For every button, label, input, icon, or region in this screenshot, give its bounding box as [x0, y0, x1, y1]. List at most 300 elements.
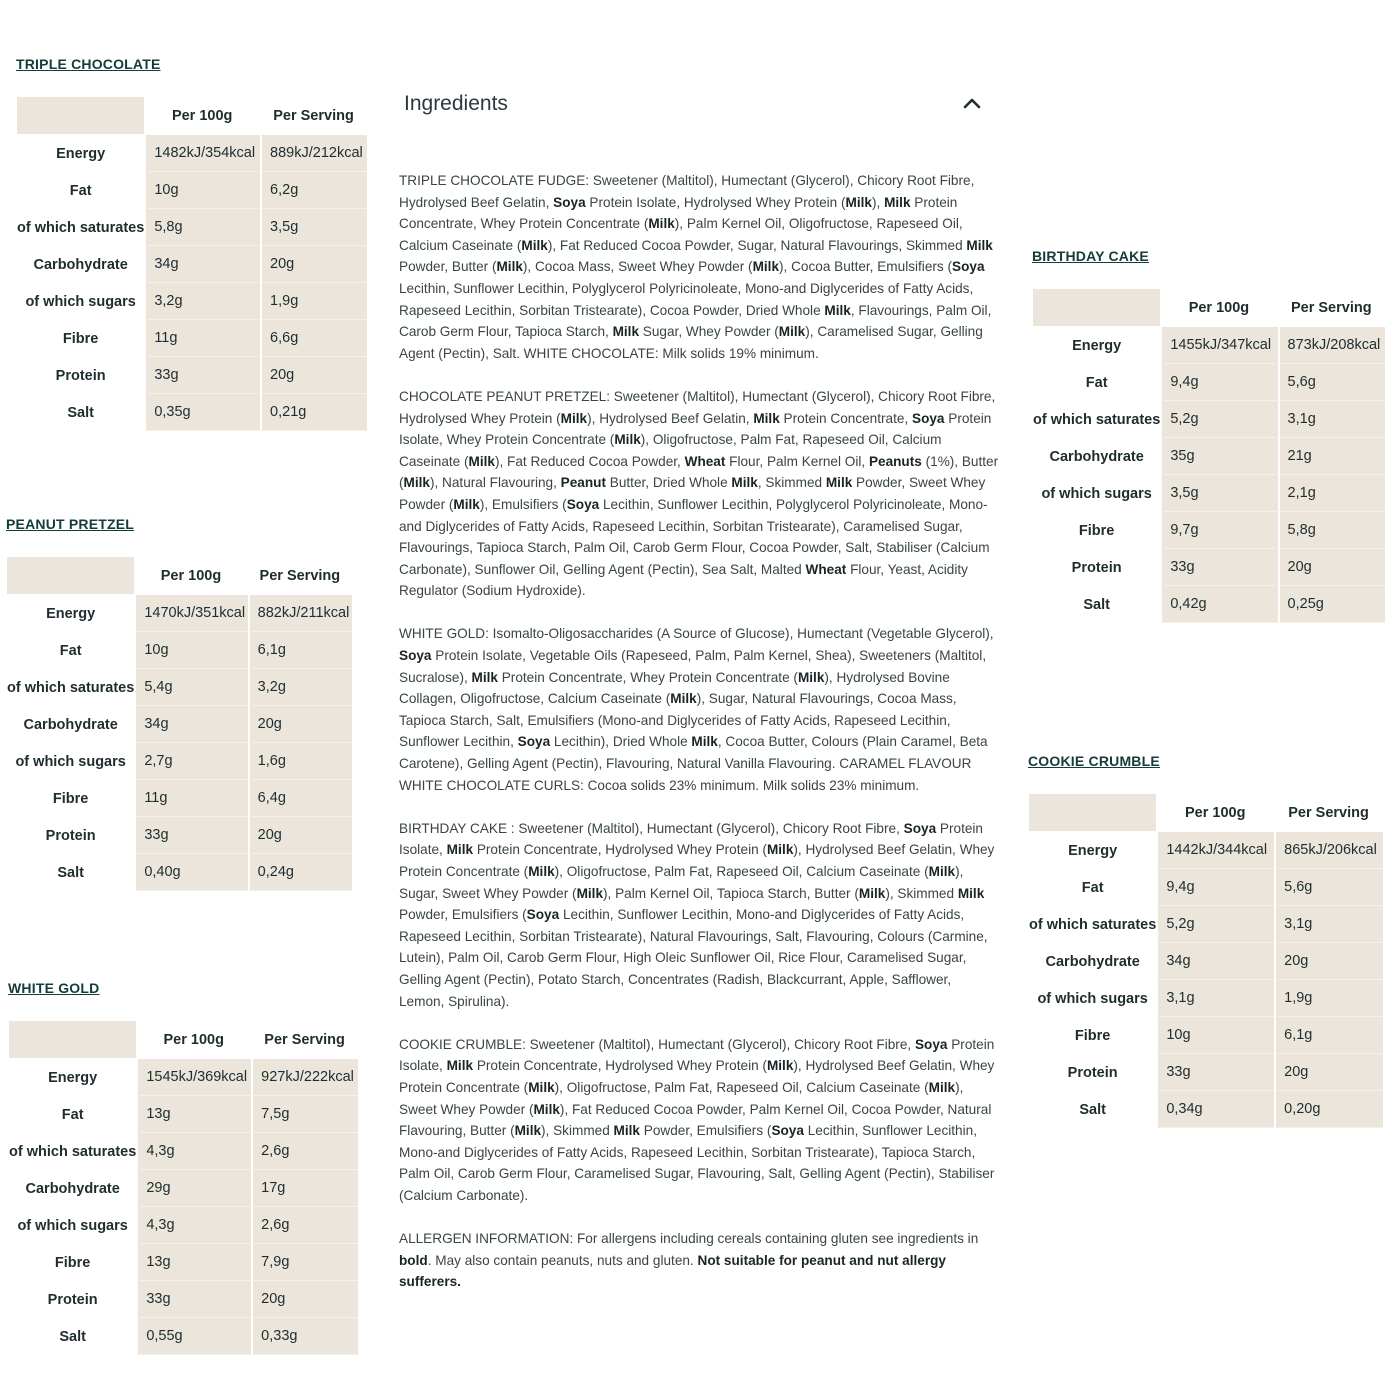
row-label: Protein	[9, 1281, 136, 1318]
ingredient-text: ), Sugar, Natural Flavourings, Cocoa Mass, Tapioca Starch, Salt, Emulsifiers (Mono-and Diglycerides of Fatty Acids, Rapeseed Lecithin, Sunflower Lecithin,	[399, 691, 957, 750]
nutrition-table-white-gold	[9, 1021, 358, 1355]
value-per-serving: 2,6g	[251, 1207, 358, 1244]
ingredient-text: ), Natural Flavouring,	[429, 475, 561, 491]
table-row	[1033, 401, 1385, 438]
col-header-per-100g: Per 100g	[1160, 289, 1277, 327]
ingredient-text: . May also contain peanuts, nuts and gluten.	[427, 1252, 698, 1268]
row-label: Protein	[1029, 1054, 1156, 1091]
bold-allergen-text: Milk	[403, 475, 430, 491]
row-label: of which sugars	[1033, 475, 1160, 512]
col-header-per-serving: Per Serving	[260, 97, 367, 135]
row-label: of which sugars	[9, 1207, 136, 1244]
ingredients-accordion-header[interactable]	[404, 92, 984, 122]
ingredient-text: Lecithin), Dried Whole	[550, 734, 692, 750]
value-per-100g: 10g	[134, 632, 247, 669]
value-per-100g: 0,40g	[134, 854, 247, 891]
value-per-serving: 0,21g	[260, 394, 367, 431]
ingredient-text: , Cocoa Butter, Colours (Plain Caramel, Beta Carotene), Gelling Agent (Pectin), Flavouring, Natural Vanilla Flavouring. CARAMEL FLAVOUR WHITE CHOCOLATE CURLS: Cocoa solids 23% minimum. Milk solids 23% minimum.	[399, 734, 988, 793]
nutrition-table-triple-chocolate	[17, 97, 367, 431]
ingredient-text: Lecithin, Sunflower Lecithin, Mono-and Diglycerides of Fatty Acids, Rapeseed Lecithin, Sorbitan Tristearate), Tapioca Starch, Palm Oil, Carob Germ Flour, Caramelised Sugar, Flavouring, Salt, Gelling Agent (Pectin), Stabiliser (Calcium Carbonate).	[399, 1123, 995, 1203]
ingredients-paragraph	[399, 623, 999, 796]
bold-allergen-text: Soya	[399, 648, 432, 664]
ingredient-text: , Skimmed	[757, 475, 826, 491]
bold-allergen-text: Milk	[858, 885, 886, 901]
value-per-100g: 3,2g	[144, 283, 260, 320]
value-per-100g: 1482kJ/354kcal	[144, 135, 260, 172]
row-label: of which saturates	[7, 669, 134, 706]
row-label: Salt	[9, 1318, 136, 1355]
ingredient-text: Protein Isolate,	[399, 820, 983, 858]
value-per-serving: 20g	[1274, 943, 1383, 980]
value-per-100g: 0,55g	[136, 1318, 251, 1355]
ingredient-text: Protein Isolate, Hydrolysed Whey Protein (	[585, 194, 846, 210]
value-per-100g: 33g	[144, 357, 260, 394]
value-per-serving: 21g	[1278, 438, 1385, 475]
table-row	[9, 1170, 358, 1207]
bold-allergen-text: Milk	[576, 885, 603, 901]
value-per-100g: 1455kJ/347kcal	[1160, 327, 1277, 364]
bold-allergen-text: Milk	[753, 410, 780, 426]
ingredient-text: ), Oligofructose, Palm Fat, Rapeseed Oil, Calcium Caseinate (	[554, 864, 929, 879]
nutrition-table-cookie-crumble	[1029, 794, 1383, 1128]
value-per-100g: 34g	[134, 706, 247, 743]
value-per-serving: 2,1g	[1278, 475, 1385, 512]
table-row	[7, 817, 352, 854]
value-per-serving: 6,4g	[248, 780, 352, 817]
value-per-serving: 3,1g	[1278, 401, 1385, 438]
table-row	[7, 595, 352, 632]
value-per-100g: 5,2g	[1160, 401, 1277, 438]
ingredient-text: Lecithin, Sunflower Lecithin, Polyglycerol Polyricinoleate, Mono-and Diglycerides of Fatty Acids, Rapeseed Lecithin, Sorbitan Tristearate), Cocoa Powder, Dried Whole	[399, 280, 974, 318]
bold-allergen-text: Milk	[797, 669, 825, 685]
row-label: Energy	[9, 1059, 136, 1096]
value-per-serving: 5,6g	[1278, 364, 1385, 401]
bold-allergen-text: Soya	[952, 259, 985, 275]
ingredients-paragraph	[399, 170, 999, 364]
table-row	[9, 1133, 358, 1170]
bold-allergen-text: Milk	[845, 194, 872, 210]
table-title-peanut-pretzel: PEANUT PRETZEL	[6, 516, 135, 532]
table-title-white-gold: WHITE GOLD	[8, 980, 100, 996]
ingredient-text: ), Palm Kernel Oil, Oligofructose, Rapeseed Oil, Calcium Caseinate (	[399, 216, 963, 253]
value-per-serving: 882kJ/211kcal	[248, 595, 352, 632]
ingredient-text: (1%), Butter (	[399, 453, 999, 491]
ingredient-text: Protein Concentrate,	[779, 410, 912, 426]
table-row	[1033, 438, 1385, 475]
bold-allergen-text: Milk	[533, 1101, 560, 1117]
ingredient-text: Powder, Emulsifiers (	[639, 1123, 772, 1139]
row-label: Carbohydrate	[17, 246, 144, 283]
value-per-serving: 3,5g	[260, 209, 367, 246]
ingredient-text: WHITE GOLD: Isomalto-Oligosaccharides (A Source of Glucose), Humectant (Vegetable Glycerol),	[399, 626, 994, 642]
row-label: Salt	[1033, 586, 1160, 623]
value-per-serving: 6,2g	[260, 172, 367, 209]
table-row	[7, 780, 352, 817]
value-per-serving: 0,25g	[1278, 586, 1385, 623]
row-label: Fat	[9, 1096, 136, 1133]
row-label: of which saturates	[1033, 401, 1160, 438]
value-per-serving: 7,9g	[251, 1244, 358, 1281]
value-per-serving: 5,8g	[1278, 512, 1385, 549]
value-per-100g: 1442kJ/344kcal	[1156, 832, 1274, 869]
value-per-100g: 1545kJ/369kcal	[136, 1059, 251, 1096]
bold-allergen-text: Milk	[468, 453, 495, 469]
bold-allergen-text: Soya	[526, 907, 560, 923]
ingredient-text: ), Skimmed	[885, 885, 958, 901]
bold-allergen-text: Milk	[614, 432, 641, 448]
value-per-100g: 10g	[144, 172, 260, 209]
table-row	[9, 1244, 358, 1281]
header-corner-cell	[7, 557, 134, 595]
bold-allergen-text: Milk	[521, 237, 548, 253]
ingredient-text: ), Sugar, Sweet Whey Powder (	[399, 864, 964, 901]
bold-allergen-text: Milk	[471, 669, 498, 685]
col-header-per-serving: Per Serving	[1274, 794, 1383, 832]
value-per-100g: 13g	[136, 1244, 251, 1281]
row-label: of which sugars	[17, 283, 144, 320]
bold-allergen-text: Soya	[771, 1123, 804, 1139]
bold-allergen-text: Milk	[446, 1058, 474, 1074]
table-row	[7, 706, 352, 743]
bold-allergen-text: Soya	[566, 496, 600, 512]
col-header-per-serving: Per Serving	[251, 1021, 358, 1059]
ingredients-paragraph	[399, 1034, 999, 1207]
bold-allergen-text: Wheat	[684, 453, 726, 469]
value-per-100g: 9,4g	[1160, 364, 1277, 401]
value-per-100g: 33g	[136, 1281, 251, 1318]
table-row	[7, 854, 352, 891]
table-row	[1029, 1091, 1383, 1128]
bold-allergen-text: Soya	[912, 410, 945, 426]
row-label: Fat	[1029, 869, 1156, 906]
row-label: Carbohydrate	[7, 706, 134, 743]
table-title-cookie-crumble: COOKIE CRUMBLE	[1028, 753, 1160, 769]
ingredients-title: Ingredients	[404, 92, 508, 115]
value-per-100g: 3,5g	[1160, 475, 1277, 512]
value-per-100g: 35g	[1160, 438, 1277, 475]
ingredient-text: ), Fat Reduced Cocoa Powder,	[494, 453, 685, 469]
col-header-per-100g: Per 100g	[136, 1021, 251, 1059]
bold-allergen-text: Milk	[825, 475, 853, 491]
table-row	[1029, 832, 1383, 869]
bold-allergen-text: Milk	[957, 885, 985, 901]
value-per-serving: 889kJ/212kcal	[260, 135, 367, 172]
row-label: Fat	[7, 632, 134, 669]
table-row	[1029, 1054, 1383, 1091]
table-row	[17, 357, 367, 394]
row-label: of which saturates	[1029, 906, 1156, 943]
bold-allergen-text: Milk	[966, 237, 993, 253]
bold-allergen-text: Milk	[766, 1058, 794, 1074]
table-row	[17, 320, 367, 357]
row-label: Protein	[7, 817, 134, 854]
bold-allergen-text: Milk	[824, 302, 851, 318]
ingredient-text: Powder, Butter (	[399, 259, 497, 275]
table-row	[1033, 549, 1385, 586]
value-per-serving: 927kJ/222kcal	[251, 1059, 358, 1096]
ingredient-text: Flour, Palm Kernel Oil,	[725, 453, 869, 469]
bold-allergen-text: Milk	[928, 864, 956, 879]
table-row	[7, 632, 352, 669]
value-per-100g: 34g	[1156, 943, 1274, 980]
value-per-100g: 5,8g	[144, 209, 260, 246]
col-header-per-100g: Per 100g	[1156, 794, 1274, 832]
row-label: Fibre	[1033, 512, 1160, 549]
row-label: Protein	[1033, 549, 1160, 586]
header-corner-cell	[17, 97, 144, 135]
value-per-serving: 6,1g	[1274, 1017, 1383, 1054]
table-row	[9, 1207, 358, 1244]
value-per-serving: 20g	[248, 817, 352, 854]
bold-allergen-text: Peanuts	[868, 453, 922, 469]
value-per-serving: 2,6g	[251, 1133, 358, 1170]
bold-allergen-text: Milk	[766, 842, 794, 858]
table-row	[1033, 364, 1385, 401]
value-per-serving: 20g	[248, 706, 352, 743]
value-per-serving: 7,5g	[251, 1096, 358, 1133]
value-per-100g: 29g	[136, 1170, 251, 1207]
ingredient-text: Protein Concentrate, Hydrolysed Whey Protein (	[473, 842, 767, 858]
value-per-100g: 9,4g	[1156, 869, 1274, 906]
value-per-serving: 20g	[1278, 549, 1385, 586]
table-row	[1029, 906, 1383, 943]
row-label: Carbohydrate	[9, 1170, 136, 1207]
row-label: of which saturates	[17, 209, 144, 246]
table-row	[17, 209, 367, 246]
value-per-serving: 20g	[260, 357, 367, 394]
value-per-100g: 4,3g	[136, 1133, 251, 1170]
value-per-serving: 3,2g	[248, 669, 352, 706]
value-per-100g: 2,7g	[134, 743, 247, 780]
row-label: Energy	[1029, 832, 1156, 869]
bold-allergen-text: Milk	[648, 216, 675, 232]
value-per-100g: 13g	[136, 1096, 251, 1133]
table-row	[1033, 475, 1385, 512]
ingredient-text: Lecithin, Sunflower Lecithin, Mono-and Diglycerides of Fatty Acids, Rapeseed Lecithin, Sorbitan Tristearate), Natural Flavourings, Salt, Flavouring, Colours (Carmine, Lutein), Palm Oil, Carob Germ Flour, High Oleic Sunflower Oil, Rice Flour, Caramelised Sugar, Gelling Agent (Pectin), Potato Starch, Concentrates (Radish, Blackcurrant, Apple, Safflower, Lemon, Spirulina).	[399, 907, 988, 1009]
ingredient-text: ), Hydrolysed Beef Gelatin, Whey Protein Concentrate (	[399, 842, 995, 879]
row-label: Energy	[17, 135, 144, 172]
ingredients-paragraph	[399, 818, 999, 1012]
row-label: of which sugars	[7, 743, 134, 780]
ingredient-text: ), Caramelised Sugar, Gelling Agent (Pectin), Salt. WHITE CHOCOLATE: Milk solids 19% minimum.	[399, 324, 983, 361]
ingredient-text: ), Hydrolysed Beef Gelatin, Whey Protein Concentrate (	[399, 1058, 995, 1095]
row-label: Salt	[1029, 1091, 1156, 1128]
ingredient-text: Lecithin, Sunflower Lecithin, Polyglycerol Polyricinoleate, Mono-and Diglycerides of Fatty Acids, Rapeseed Lecithin, Sorbitan Tristearate), Caramelised Sugar, Flavourings, Tapioca Starch, Palm Oil, Carob Germ Flour, Cocoa Powder, Salt, Stabiliser (Calcium Carbonate), Sunflower Oil, Gelling Agent (Pectin), Sea Salt, Malted	[399, 496, 990, 577]
value-per-serving: 0,33g	[251, 1318, 358, 1355]
bold-allergen-text: Milk	[731, 475, 758, 491]
value-per-serving: 17g	[251, 1170, 358, 1207]
ingredient-text: ), Emulsifiers (	[479, 496, 567, 512]
bold-allergen-text: Wheat	[805, 561, 847, 577]
bold-allergen-text: bold	[399, 1252, 428, 1268]
bold-allergen-text: Milk	[453, 496, 480, 512]
table-row	[1029, 980, 1383, 1017]
bold-allergen-text: Milk	[514, 1123, 542, 1139]
row-label: Energy	[7, 595, 134, 632]
table-title-birthday-cake: BIRTHDAY CAKE	[1032, 248, 1149, 264]
value-per-serving: 6,6g	[260, 320, 367, 357]
value-per-serving: 6,1g	[248, 632, 352, 669]
bold-allergen-text: Milk	[496, 259, 523, 275]
bold-allergen-text: Milk	[528, 864, 555, 879]
table-row	[1029, 943, 1383, 980]
ingredient-text: ), Fat Reduced Cocoa Powder, Palm Kernel Oil, Cocoa Powder, Natural Flavouring, Butter (	[399, 1101, 992, 1139]
bold-allergen-text: Milk	[928, 1079, 956, 1095]
row-label: Fat	[1033, 364, 1160, 401]
table-row	[17, 283, 367, 320]
row-label: of which saturates	[9, 1133, 136, 1170]
table-row	[9, 1096, 358, 1133]
table-title-triple-chocolate: TRIPLE CHOCOLATE	[16, 56, 161, 72]
value-per-100g: 0,34g	[1156, 1091, 1274, 1128]
value-per-serving: 20g	[260, 246, 367, 283]
table-row	[17, 135, 367, 172]
value-per-100g: 9,7g	[1160, 512, 1277, 549]
value-per-serving: 1,9g	[1274, 980, 1383, 1017]
value-per-serving: 873kJ/208kcal	[1278, 327, 1385, 364]
ingredient-text: ), Hydrolysed Beef Gelatin,	[587, 410, 754, 426]
row-label: Energy	[1033, 327, 1160, 364]
table-row	[7, 669, 352, 706]
row-label: of which sugars	[1029, 980, 1156, 1017]
bold-allergen-text: Not suitable for peanut and nut allergy sufferers.	[399, 1252, 946, 1290]
nutrition-table-birthday-cake	[1033, 289, 1385, 623]
value-per-serving: 5,6g	[1274, 869, 1383, 906]
col-header-per-100g: Per 100g	[144, 97, 260, 135]
bold-allergen-text: Milk	[884, 194, 911, 210]
ingredient-text: , Flavourings, Palm Oil, Carob Germ Flour, Tapioca Starch,	[399, 302, 992, 340]
header-corner-cell	[1033, 289, 1160, 327]
ingredients-text	[399, 170, 999, 1314]
ingredient-text: ), Sweet Whey Powder (	[399, 1079, 964, 1117]
row-label: Protein	[17, 357, 144, 394]
header-corner-cell	[1029, 794, 1156, 832]
ingredient-text: ALLERGEN INFORMATION: For allergens including cereals containing gluten see ingredients in	[399, 1231, 979, 1247]
value-per-serving: 0,20g	[1274, 1091, 1383, 1128]
col-header-per-serving: Per Serving	[248, 557, 352, 595]
value-per-100g: 33g	[1160, 549, 1277, 586]
table-row	[17, 172, 367, 209]
bold-allergen-text: Soya	[553, 194, 586, 210]
value-per-serving: 3,1g	[1274, 906, 1383, 943]
ingredient-text: Powder, Sweet Whey Powder (	[399, 475, 986, 512]
value-per-serving: 0,24g	[248, 854, 352, 891]
header-corner-cell	[9, 1021, 136, 1059]
value-per-serving: 1,9g	[260, 283, 367, 320]
row-label: Fibre	[17, 320, 144, 357]
ingredient-text: ), Palm Kernel Oil, Tapioca Starch, Butter (	[603, 885, 859, 901]
value-per-100g: 33g	[1156, 1054, 1274, 1091]
ingredient-text: ), Cocoa Butter, Emulsifiers (	[779, 259, 953, 275]
ingredient-text: Powder, Emulsifiers (	[399, 907, 527, 923]
table-row	[9, 1318, 358, 1355]
bold-allergen-text: Milk	[670, 691, 697, 707]
row-label: Fibre	[7, 780, 134, 817]
bold-allergen-text: Milk	[560, 410, 588, 426]
value-per-100g: 10g	[1156, 1017, 1274, 1054]
bold-allergen-text: Milk	[446, 842, 474, 858]
value-per-100g: 11g	[134, 780, 247, 817]
bold-allergen-text: Milk	[778, 324, 806, 340]
bold-allergen-text: Milk	[613, 1123, 640, 1139]
ingredient-text: Butter, Dried Whole	[606, 475, 732, 491]
row-label: Carbohydrate	[1029, 943, 1156, 980]
table-row	[17, 394, 367, 431]
col-header-per-100g: Per 100g	[134, 557, 247, 595]
col-header-per-serving: Per Serving	[1278, 289, 1385, 327]
table-row	[1033, 586, 1385, 623]
ingredient-text: COOKIE CRUMBLE: Sweetener (Maltitol), Humectant (Glycerol), Chicory Root Fibre,	[399, 1036, 915, 1052]
value-per-100g: 3,1g	[1156, 980, 1274, 1017]
ingredient-text: TRIPLE CHOCOLATE FUDGE: Sweetener (Maltitol), Humectant (Glycerol), Chicory Root Fibre, Hydrolysed Beef Gelatin,	[399, 173, 975, 210]
ingredient-text: ), Oligofructose, Palm Fat, Rapeseed Oil, Calcium Caseinate (	[554, 1079, 929, 1095]
value-per-100g: 34g	[144, 246, 260, 283]
value-per-100g: 0,42g	[1160, 586, 1277, 623]
ingredient-text: ), Cocoa Mass, Sweet Whey Powder (	[522, 259, 753, 275]
ingredient-text: BIRTHDAY CAKE : Sweetener (Maltitol), Humectant (Glycerol), Chicory Root Fibre,	[399, 820, 904, 836]
ingredient-text: Protein Isolate,	[399, 1036, 995, 1074]
ingredient-text: Flour, Yeast, Acidity Regulator (Sodium Hydroxide).	[399, 561, 968, 599]
row-label: Salt	[17, 394, 144, 431]
bold-allergen-text: Peanut	[560, 475, 606, 491]
value-per-100g: 5,4g	[134, 669, 247, 706]
ingredient-text: ),	[871, 194, 885, 210]
row-label: Fibre	[9, 1244, 136, 1281]
value-per-100g: 0,35g	[144, 394, 260, 431]
row-label: Fibre	[1029, 1017, 1156, 1054]
row-label: Salt	[7, 854, 134, 891]
table-row	[17, 246, 367, 283]
row-label: Carbohydrate	[1033, 438, 1160, 475]
bold-allergen-text: Milk	[528, 1079, 555, 1095]
ingredient-text: ), Oligofructose, Palm Fat, Rapeseed Oil, Calcium Caseinate (	[399, 432, 942, 469]
value-per-100g: 1470kJ/351kcal	[134, 595, 247, 632]
bold-allergen-text: Milk	[612, 324, 640, 340]
ingredient-text: ), Hydrolysed Bovine Collagen, Oligofructose, Calcium Caseinate (	[399, 669, 950, 707]
ingredients-paragraph	[399, 1228, 999, 1293]
table-row	[1033, 327, 1385, 364]
table-row	[9, 1281, 358, 1318]
ingredient-text: Protein Isolate, Vegetable Oils (Rapeseed, Palm, Palm Kernel, Shea), Sweeteners (Maltitol, Sucralose),	[399, 648, 987, 685]
table-row	[1029, 869, 1383, 906]
table-row	[7, 743, 352, 780]
ingredient-text: ), Skimmed	[541, 1123, 614, 1139]
nutrition-table-peanut-pretzel	[7, 557, 352, 891]
value-per-100g: 33g	[134, 817, 247, 854]
chevron-up-icon[interactable]	[962, 94, 982, 114]
row-label: Fat	[17, 172, 144, 209]
ingredients-paragraph	[399, 386, 999, 602]
bold-allergen-text: Soya	[903, 820, 937, 836]
value-per-serving: 1,6g	[248, 743, 352, 780]
value-per-serving: 20g	[1274, 1054, 1383, 1091]
table-row	[1029, 1017, 1383, 1054]
table-row	[9, 1059, 358, 1096]
value-per-100g: 5,2g	[1156, 906, 1274, 943]
bold-allergen-text: Soya	[517, 734, 551, 750]
ingredient-text: ), Fat Reduced Cocoa Powder, Sugar, Natural Flavourings, Skimmed	[547, 237, 967, 253]
bold-allergen-text: Milk	[691, 734, 718, 750]
ingredient-text: Sugar, Whey Powder (	[639, 324, 779, 340]
value-per-100g: 4,3g	[136, 1207, 251, 1244]
value-per-serving: 865kJ/206kcal	[1274, 832, 1383, 869]
ingredient-text: CHOCOLATE PEANUT PRETZEL: Sweetener (Maltitol), Humectant (Glycerol), Chicory Root Fibre, Hydrolysed Whey Protein (	[399, 388, 996, 426]
value-per-serving: 20g	[251, 1281, 358, 1318]
bold-allergen-text: Milk	[752, 259, 780, 275]
ingredient-text: Protein Concentrate, Hydrolysed Whey Protein (	[473, 1058, 767, 1074]
bold-allergen-text: Soya	[914, 1036, 948, 1052]
table-row	[1033, 512, 1385, 549]
